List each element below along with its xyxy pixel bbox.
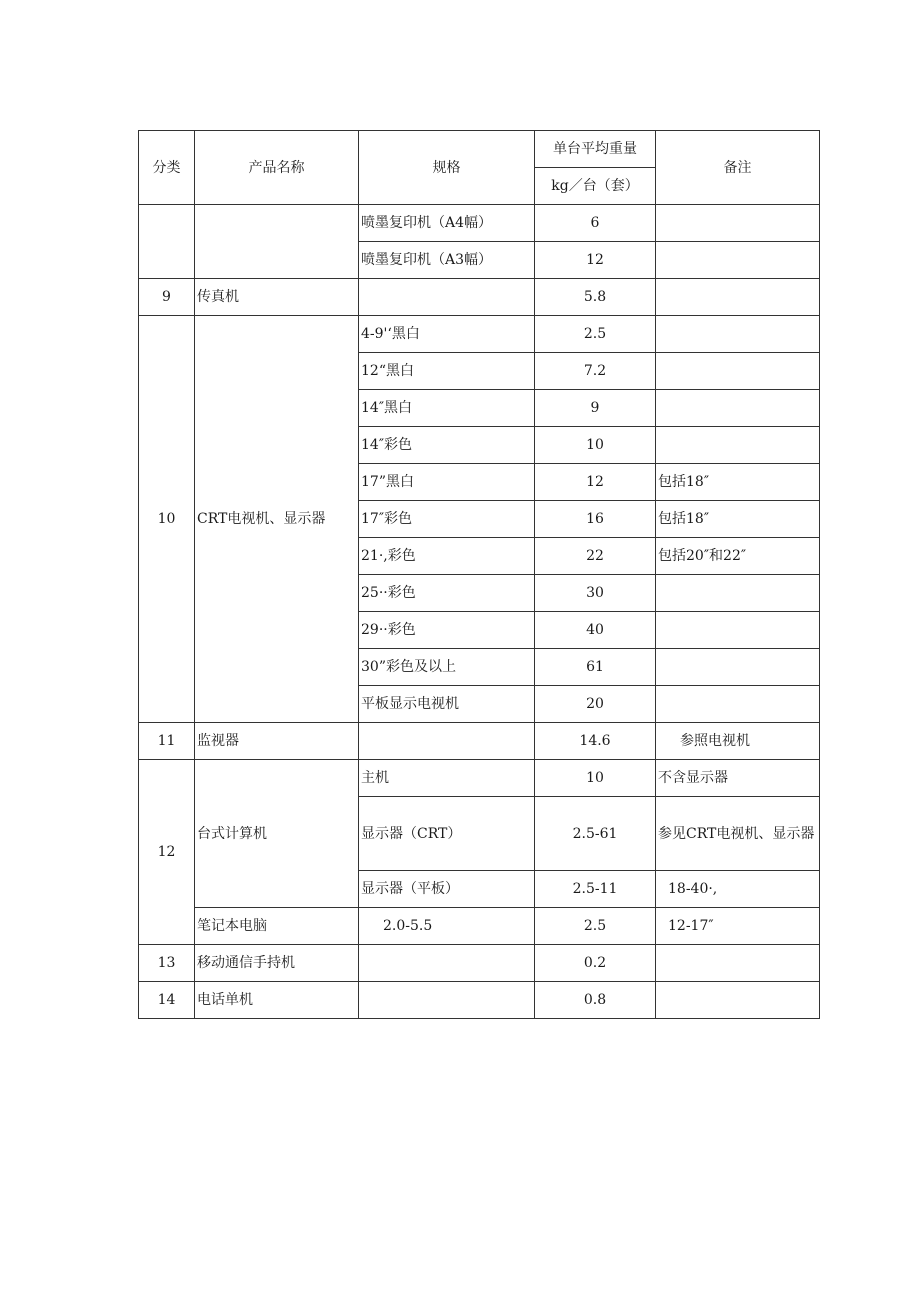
name-cell: 监视器 — [195, 723, 359, 760]
spec-cell — [359, 723, 535, 760]
header-spec: 规格 — [359, 131, 535, 205]
weight-cell: 22 — [535, 538, 656, 575]
remark-cell: 12-17″ — [656, 908, 820, 945]
spec-cell: 显示器（平板） — [359, 871, 535, 908]
weight-cell: 10 — [535, 427, 656, 464]
weight-cell: 40 — [535, 612, 656, 649]
table-row — [139, 279, 820, 316]
table-row — [139, 316, 820, 353]
weight-cell: 61 — [535, 649, 656, 686]
name-cell: 传真机 — [195, 279, 359, 316]
weight-cell: 7.2 — [535, 353, 656, 390]
spec-cell: 4-9'‘黑白 — [359, 316, 535, 353]
name-cell: 移动通信手持机 — [195, 945, 359, 982]
category-cell: 13 — [139, 945, 195, 982]
weight-cell: 2.5 — [535, 908, 656, 945]
table-row — [139, 760, 820, 797]
weight-cell: 2.5 — [535, 316, 656, 353]
spec-cell: 2.0-5.5 — [359, 908, 535, 945]
header-remark: 备注 — [656, 131, 820, 205]
remark-cell: 参照电视机 — [656, 723, 820, 760]
weight-cell: 0.8 — [535, 982, 656, 1019]
header-unit: kg／台（套） — [535, 168, 656, 205]
header-name: 产品名称 — [195, 131, 359, 205]
spec-cell: 21·,彩色 — [359, 538, 535, 575]
spec-cell — [359, 945, 535, 982]
spec-cell: 平板显示电视机 — [359, 686, 535, 723]
remark-cell — [656, 686, 820, 723]
category-cell: 11 — [139, 723, 195, 760]
header-row — [139, 131, 820, 168]
header-category: 分类 — [139, 131, 195, 205]
remark-cell — [656, 945, 820, 982]
weight-cell: 9 — [535, 390, 656, 427]
spec-cell: 29··彩色 — [359, 612, 535, 649]
remark-cell — [656, 390, 820, 427]
weight-cell: 14.6 — [535, 723, 656, 760]
remark-cell — [656, 242, 820, 279]
spec-cell: 17″彩色 — [359, 501, 535, 538]
category-cell: 14 — [139, 982, 195, 1019]
remark-cell: 18-40·, — [656, 871, 820, 908]
spec-cell: 显示器（CRT） — [359, 797, 535, 871]
spec-cell: 14″黑白 — [359, 390, 535, 427]
name-cell: 电话单机 — [195, 982, 359, 1019]
remark-cell — [656, 316, 820, 353]
name-cell: CRT电视机、显示器 — [195, 316, 359, 723]
weight-cell: 12 — [535, 464, 656, 501]
remark-cell: 包括20″和22″ — [656, 538, 820, 575]
spec-cell: 喷墨复印机（A3幅） — [359, 242, 535, 279]
table-row — [139, 205, 820, 242]
table-row — [139, 982, 820, 1019]
remark-cell — [656, 427, 820, 464]
remark-cell — [656, 353, 820, 390]
name-cell: 笔记本电脑 — [195, 908, 359, 945]
weight-cell: 16 — [535, 501, 656, 538]
remark-cell: 不含显示器 — [656, 760, 820, 797]
spec-cell: 30”彩色及以上 — [359, 649, 535, 686]
weight-cell: 2.5-61 — [535, 797, 656, 871]
remark-cell — [656, 649, 820, 686]
name-cell — [195, 205, 359, 279]
remark-cell: 参见CRT电视机、显示器 — [656, 797, 820, 871]
remark-cell — [656, 982, 820, 1019]
header-weight: 单台平均重量 — [535, 131, 656, 168]
spec-cell — [359, 982, 535, 1019]
spec-cell: 主机 — [359, 760, 535, 797]
table-row — [139, 723, 820, 760]
category-cell: 12 — [139, 760, 195, 945]
weight-cell: 10 — [535, 760, 656, 797]
spec-cell: 25··彩色 — [359, 575, 535, 612]
remark-cell: 包括18″ — [656, 501, 820, 538]
spec-cell — [359, 279, 535, 316]
weight-cell: 20 — [535, 686, 656, 723]
weight-cell: 2.5-11 — [535, 871, 656, 908]
remark-cell — [656, 612, 820, 649]
weight-cell: 0.2 — [535, 945, 656, 982]
name-cell: 台式计算机 — [195, 760, 359, 908]
weight-cell: 6 — [535, 205, 656, 242]
spec-cell: 喷墨复印机（A4幅） — [359, 205, 535, 242]
weight-cell: 5.8 — [535, 279, 656, 316]
spec-cell: 17”黑白 — [359, 464, 535, 501]
remark-cell — [656, 575, 820, 612]
product-weight-table — [138, 130, 820, 1019]
weight-cell: 30 — [535, 575, 656, 612]
spec-cell: 12“黑白 — [359, 353, 535, 390]
category-cell — [139, 205, 195, 279]
remark-cell — [656, 205, 820, 242]
table-row — [139, 945, 820, 982]
remark-cell — [656, 279, 820, 316]
category-cell: 9 — [139, 279, 195, 316]
remark-cell: 包括18″ — [656, 464, 820, 501]
category-cell: 10 — [139, 316, 195, 723]
spec-cell: 14″彩色 — [359, 427, 535, 464]
weight-cell: 12 — [535, 242, 656, 279]
table-row — [139, 908, 820, 945]
